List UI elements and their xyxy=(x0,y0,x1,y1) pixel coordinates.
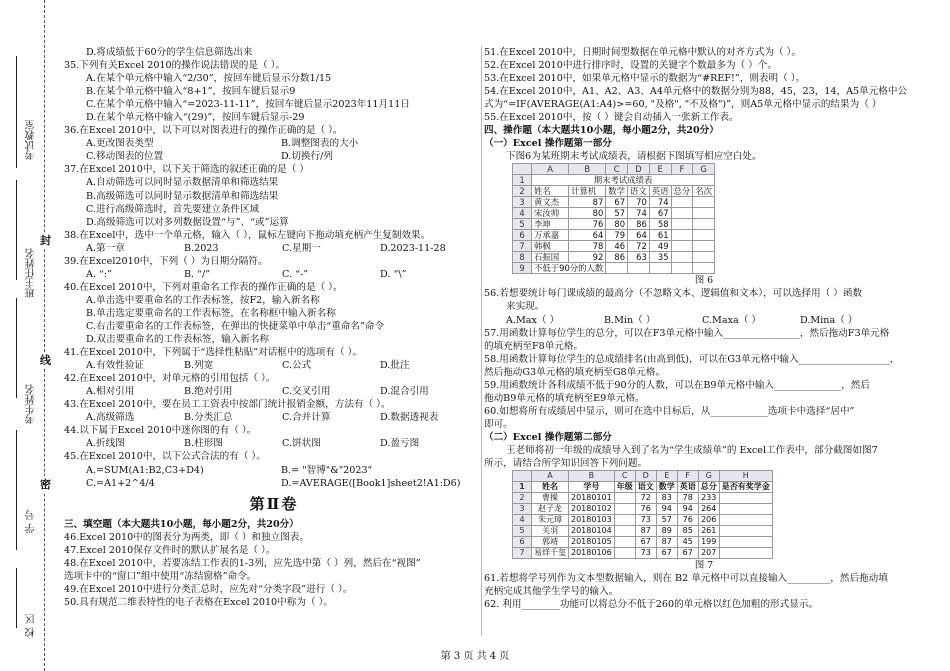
question-text: 38.在Excel中，选中一个单元格，输入（ ），鼠标左键向下拖动填充柄产生复制效果。 xyxy=(64,229,431,241)
part1-title: （一）Excel 操作题第一部分 xyxy=(484,138,612,150)
option-text: A.高级筛选 xyxy=(86,412,135,424)
header-cell: 姓名 xyxy=(532,186,569,197)
column-header: E xyxy=(649,164,671,175)
option-text: A. “:” xyxy=(86,268,113,280)
fill-question-line: 选项卡中的“窗口”组中使用“冻结窗格”命令。 xyxy=(64,570,257,582)
cell: 80 xyxy=(569,208,606,219)
cell: 韩枫 xyxy=(532,241,569,252)
option-text: B.高级筛选可以同时显示数据清单和筛选结果 xyxy=(86,190,279,202)
option-text: A.更改图表类型 xyxy=(86,138,154,150)
seal-char: 密 xyxy=(40,478,51,491)
cell: 74 xyxy=(628,208,650,219)
cell: 94 xyxy=(677,504,698,515)
cell xyxy=(719,493,772,504)
question-text: 35.下列有关Excel 2010的操作说法错误的是（ ）。 xyxy=(64,60,286,72)
table-row xyxy=(513,548,773,559)
header-cell: 语文 xyxy=(628,186,650,197)
table-row xyxy=(513,241,715,252)
fill-line xyxy=(16,430,17,550)
column-header: A xyxy=(532,471,569,482)
cell: 20180105 xyxy=(569,537,615,548)
option-row xyxy=(64,359,484,372)
question-56-options xyxy=(484,314,924,327)
row-header: 1 xyxy=(513,175,532,186)
cell: 87 xyxy=(569,197,606,208)
student-name-label: 考生姓名 xyxy=(26,384,37,424)
question-line: 59.用函数统计各科成绩不低于90分的人数，可以在B9单元格中输入______________，然后 xyxy=(484,379,870,391)
row-header: 9 xyxy=(513,263,532,274)
part2-title: （二）Excel 操作题第二部分 xyxy=(484,431,612,443)
header-cell: 姓名 xyxy=(532,482,569,493)
cell: 曹操 xyxy=(532,493,569,504)
option-text: D.混合引用 xyxy=(380,386,429,398)
option-text: A.有效性验证 xyxy=(86,360,144,372)
column-header: E xyxy=(656,471,677,482)
row-header: 5 xyxy=(513,526,532,537)
cell: 87 xyxy=(635,526,656,537)
table-row xyxy=(513,230,715,241)
cell: 78 xyxy=(569,241,606,252)
student-no-label: 学 号 xyxy=(26,510,37,534)
option-text: D.Mina（ ） xyxy=(800,314,858,326)
header-cell: 年级 xyxy=(614,482,635,493)
column-header: H xyxy=(719,471,772,482)
option-row xyxy=(64,385,484,398)
corner-cell xyxy=(513,164,532,175)
fill-questions-continued xyxy=(484,46,924,124)
cell: 264 xyxy=(698,504,719,515)
question-line: 拖动B9单元格的填充柄至E9单元格。 xyxy=(484,392,645,404)
cell xyxy=(606,263,628,274)
page-footer: 第 3 页 共 4 页 xyxy=(440,651,510,662)
fill-question-line: 48.在Excel 2010中，若要冻结工作表的1-3列，应先选中第（ ）列，然后在“视图” xyxy=(64,557,421,569)
question-text: 45.在Excel 2010中，以下公式合法的有（ ）。 xyxy=(64,451,266,463)
column-header: A xyxy=(532,164,569,175)
option-text: C.公式 xyxy=(282,360,312,372)
cell xyxy=(719,526,772,537)
corner-cell xyxy=(513,471,532,482)
option-text: B.在某个单元格中输入“8+1”，按回车键后显示9 xyxy=(86,86,296,98)
table-row xyxy=(513,537,773,548)
cell: 宋汝帅 xyxy=(532,208,569,219)
option-text: D.盈亏图 xyxy=(380,438,420,450)
option-text: D.双击要重命名的工作表标签，输入新名称 xyxy=(86,334,270,346)
option-text: B.绝对引用 xyxy=(184,386,233,398)
column-header: G xyxy=(698,471,719,482)
option-text: D.数据透视表 xyxy=(380,412,439,424)
option-row xyxy=(64,464,484,477)
column-header: C xyxy=(606,164,628,175)
question-text: 36.在Excel 2010中，以下可以对图表进行的操作正确的是（ ）。 xyxy=(64,125,343,137)
cell: 64 xyxy=(628,230,650,241)
row-header: 7 xyxy=(513,548,532,559)
cell: 67 xyxy=(677,548,698,559)
row-header: 4 xyxy=(513,515,532,526)
header-cell: 英语 xyxy=(649,186,671,197)
cell: 80 xyxy=(606,219,628,230)
option-row xyxy=(64,268,484,281)
fill-line xyxy=(16,568,17,628)
question-line: 57.用函数计算每位学生的总分，可以在F3单元格中输入________________，然后拖动F3单元格 xyxy=(484,327,890,339)
cell xyxy=(628,263,650,274)
table-row xyxy=(513,526,773,537)
option-text: A.=SUM(A1:B2,C3+D4) xyxy=(86,464,204,476)
row-header: 8 xyxy=(513,252,532,263)
header-cell: 数学 xyxy=(606,186,628,197)
fill-question-line: 46.Excel 2010中的图表分为两类，即（ ）和独立图表。 xyxy=(64,531,309,543)
cell xyxy=(614,493,635,504)
header-cell: 学号 xyxy=(569,482,615,493)
option-text: B.列宽 xyxy=(184,360,214,372)
cell: 206 xyxy=(698,515,719,526)
cell: 49 xyxy=(649,241,671,252)
cell: 87 xyxy=(656,537,677,548)
cell: 67 xyxy=(635,537,656,548)
cell: 207 xyxy=(698,548,719,559)
cell xyxy=(671,197,693,208)
column-header: F xyxy=(671,164,693,175)
cell: 79 xyxy=(606,230,628,241)
option-text: B.调整图表的大小 xyxy=(281,138,359,150)
operation-section-title: 四、操作题（本大题共10小题，每小题2分，共20分） xyxy=(484,125,719,137)
option-text: D.2023-11-28 xyxy=(380,242,446,254)
header-cell: 总分 xyxy=(671,186,693,197)
row-header: 7 xyxy=(513,241,532,252)
question-text: 37.在Excel 2010中，以下关于筛选的叙述正确的是（ ） xyxy=(64,164,309,176)
cell: 199 xyxy=(698,537,719,548)
row-header: 6 xyxy=(513,230,532,241)
cell: 45 xyxy=(677,537,698,548)
cell xyxy=(719,537,772,548)
header-cell: 数学 xyxy=(656,482,677,493)
cell xyxy=(671,252,693,263)
option-row xyxy=(64,242,484,255)
question-line: 58.用函数计算每位学生的总成绩排名(由高到低)，可以在G3单元格中输入___________________， xyxy=(484,353,900,365)
cell: 67 xyxy=(606,197,628,208)
option-text: C.合并计算 xyxy=(282,412,331,424)
question-text: 39.在Excel2010中，下列（ ）为日期分隔符。 xyxy=(64,255,268,267)
row-header: 3 xyxy=(513,197,532,208)
cell: 黄文杰 xyxy=(532,197,569,208)
question-62: 62. 利用________功能可以将总分不低于260的单元格以红色加粗的形式显示。 xyxy=(484,599,819,611)
cell xyxy=(693,230,715,241)
option-text: B.Min（ ） xyxy=(604,314,656,326)
cell xyxy=(693,263,715,274)
cell: 郭靖 xyxy=(532,537,569,548)
cell xyxy=(671,208,693,219)
question-line: 60.如想将所有成绩居中显示，则可在选中目标后，从____________选项卡中选择“居中” xyxy=(484,405,855,417)
cell xyxy=(649,263,671,274)
option-text: A.第一章 xyxy=(86,242,125,254)
table-row xyxy=(513,252,715,263)
fill-question-line: 52.在Excel 2010中进行排序时，设置的关键字个数最多为（ ）个。 xyxy=(484,60,777,72)
cell: 72 xyxy=(635,493,656,504)
option-text: A.折线图 xyxy=(86,438,125,450)
cell: 64 xyxy=(569,230,606,241)
fill-question-line: 54.在Excel 2010中，A1、A2、A3、A4单元格中的数据分别为88，45，23，14，A5单元格中公 xyxy=(484,86,908,98)
cell: 20180102 xyxy=(569,504,615,515)
right-column xyxy=(484,46,924,611)
cell xyxy=(614,526,635,537)
option-text: C.饼状图 xyxy=(282,438,321,450)
question-line: 61.若想将学号列作为文本型数据输入，则在 B2 单元格中可以直接输入_________，然后拖动填 xyxy=(484,573,888,585)
option-row xyxy=(64,411,484,424)
option-text: C.右击要重命名的工作表标签，在弹出的快捷菜单中单击“重命名”命令 xyxy=(86,320,385,332)
row-header: 5 xyxy=(513,219,532,230)
cell: 63 xyxy=(628,252,650,263)
cell: 73 xyxy=(635,548,656,559)
fill-question-line: 55.在Excel 2010中，按（ ）键会自动插入一张新工作表。 xyxy=(484,112,739,124)
row-header: 3 xyxy=(513,504,532,515)
fill-question-line: 49.在Excel 2010中进行分类汇总时，应先对“分类字段”进行（ ）。 xyxy=(64,583,353,595)
sheet-title: 期末考试成绩表 xyxy=(532,175,715,186)
cell: 86 xyxy=(606,252,628,263)
option-text: A.相对引用 xyxy=(86,386,135,398)
option-text: B.分类汇总 xyxy=(184,412,233,424)
row-header: 4 xyxy=(513,208,532,219)
option-text: B. “/” xyxy=(184,268,211,280)
class-teacher-label: 班主任姓名 xyxy=(26,248,37,298)
option-text: C.在某个单元格中输入“=2023-11-11”，按回车键后显示2023年11月11日 xyxy=(86,99,410,111)
fill-question-line: 式为“=IF(AVERAGE(A1:A4)>=60, "及格", "不及格")”，则A5单元格中显示的结果为（ ） xyxy=(484,99,882,111)
cell: 85 xyxy=(677,526,698,537)
option-text: C. “-” xyxy=(282,268,309,280)
intro-line: 王老师将初一年级的成绩导入到了名为“学生成绩单”的 Excel工作表中，部分截图如图7 xyxy=(506,444,878,456)
cell: 易烊千玺 xyxy=(532,548,569,559)
figure-7-caption: 图 7 xyxy=(694,560,714,572)
fill-question-line: 50.具有规范二维表特性的电子表格在Excel 2010中称为（ ）。 xyxy=(64,596,333,608)
question-57 xyxy=(484,327,924,353)
fill-line xyxy=(16,180,17,280)
question-text: 44.以下属于Excel 2010中迷你图的有（ ）。 xyxy=(64,425,257,437)
option-text: D. “\” xyxy=(380,268,407,280)
cell xyxy=(671,241,693,252)
cell: 20180106 xyxy=(569,548,615,559)
question-58 xyxy=(484,353,924,379)
option-text: A.自动筛选可以同时显示数据清单和筛选结果 xyxy=(86,177,279,189)
header-cell: 总分 xyxy=(698,482,719,493)
option-text: C.=A1+2^4/4 xyxy=(86,477,155,489)
score-sheet-figure-6 xyxy=(512,163,715,274)
option-text: D.=AVERAGE([Book1]sheet2!A1:D6) xyxy=(281,477,461,489)
cell: 83 xyxy=(656,493,677,504)
option-row xyxy=(64,137,484,150)
cell: 关羽 xyxy=(532,526,569,537)
option-row xyxy=(64,437,484,450)
question-text: 43.在Excel 2010中，要在员工工资表中按部门统计报销金额，方法有（ ）。 xyxy=(64,399,391,411)
intro-line: 所示，请结合所学知识回答下列问题。 xyxy=(484,458,648,470)
cell: 20180103 xyxy=(569,515,615,526)
cell: 261 xyxy=(698,526,719,537)
column-header: B xyxy=(569,471,615,482)
option-text: C.星期一 xyxy=(282,242,321,254)
left-column xyxy=(64,46,484,609)
cell: 20180104 xyxy=(569,526,615,537)
option-text: B.2023 xyxy=(184,242,219,254)
cell: 李坤 xyxy=(532,219,569,230)
cell xyxy=(671,219,693,230)
campus-label: 校 区 xyxy=(26,614,37,638)
question-line: 然后拖动G3单元格的填充柄至G8单元格。 xyxy=(484,366,666,378)
cell xyxy=(671,263,693,274)
column-header: D xyxy=(635,471,656,482)
option-text: D.切换行/列 xyxy=(281,151,334,163)
cell xyxy=(719,548,772,559)
part2-intro xyxy=(484,444,924,470)
option-text: D.高级筛选可以对多列数据设置“与”、“或”运算 xyxy=(86,216,289,228)
option-text: D.在某个单元格中输入“(29)”，按回车键后显示-29 xyxy=(86,112,305,124)
fill-section-title: 三、填空题（本大题共10小题，每小题2分，共20分） xyxy=(64,518,299,530)
cell: 赵子龙 xyxy=(532,504,569,515)
cell xyxy=(693,197,715,208)
column-header: G xyxy=(693,164,715,175)
cell: 73 xyxy=(635,515,656,526)
table-row xyxy=(513,493,773,504)
header-cell: 是否有奖学金 xyxy=(719,482,772,493)
table-row xyxy=(513,197,715,208)
row-header: 1 xyxy=(513,482,532,493)
column-header: F xyxy=(677,471,698,482)
fill-questions xyxy=(64,531,484,609)
figure-6-caption: 图 6 xyxy=(694,275,714,287)
cell: 94 xyxy=(656,504,677,515)
binding-margin xyxy=(0,0,62,671)
cell: 61 xyxy=(649,230,671,241)
cell: 89 xyxy=(656,526,677,537)
cell: 67 xyxy=(656,548,677,559)
cell: 70 xyxy=(628,197,650,208)
cell: 74 xyxy=(649,197,671,208)
question-text: 42.在Excel 2010中，对单元格的引用包括（ ）。 xyxy=(64,373,276,385)
fill-question-line: 53.在Excel 2010中，如果单元格中显示的数据为“#REF!”，则表明（ ）。 xyxy=(484,73,806,85)
cell: 76 xyxy=(677,515,698,526)
option-text: C.进行高级筛选时，首先要建立条件区域 xyxy=(86,203,260,215)
header-cell: 名次 xyxy=(693,186,715,197)
cell: 35 xyxy=(649,252,671,263)
fill-line xyxy=(16,298,17,398)
row-header: 2 xyxy=(513,493,532,504)
question-text: 41.在Excel 2010中，下列属于“选择性粘贴”对话框中的选项有（ ）。 xyxy=(64,347,362,359)
option-text: D.批注 xyxy=(380,360,410,372)
cell: 72 xyxy=(628,241,650,252)
exam-hall-label: 考试教室 xyxy=(26,120,37,160)
choice-questions xyxy=(64,46,484,490)
table-row xyxy=(513,515,773,526)
cell: 86 xyxy=(628,219,650,230)
question-60 xyxy=(484,405,924,431)
seal-char: 线 xyxy=(40,354,51,367)
fill-question-line: 47.Excel 2010保存文件时的默认扩展名是（ ）。 xyxy=(64,544,276,556)
cell: 57 xyxy=(656,515,677,526)
cell xyxy=(614,504,635,515)
option-text: A.在某个单元格中输入“2/30”，按回车键后显示分数1/15 xyxy=(86,73,332,85)
fill-line xyxy=(16,56,17,168)
option-text: A.单击选中要重命名的工作表标签，按F2，输入新名称 xyxy=(86,294,320,306)
row-header: 6 xyxy=(513,537,532,548)
cell xyxy=(693,241,715,252)
cell: 92 xyxy=(569,252,606,263)
question-line: 即可。 xyxy=(484,418,513,430)
cell: 朱元璋 xyxy=(532,515,569,526)
question-text: 40.在Excel 2010中，下列对重命名工作表的操作正确的是（ ）。 xyxy=(64,281,343,293)
volume-title: 第Ⅱ卷 xyxy=(249,494,299,513)
header-cell: 计算机 xyxy=(569,186,606,197)
count-row-label: 不低于90分的人数 xyxy=(532,263,606,274)
option-text: A.Max（ ） xyxy=(506,314,560,326)
question-56-cont: 来实现。 xyxy=(506,301,545,313)
cell: 石振国 xyxy=(532,252,569,263)
option-text: C.交叉引用 xyxy=(282,386,331,398)
cell xyxy=(614,537,635,548)
option-row xyxy=(64,477,484,490)
table-row xyxy=(513,504,773,515)
cell xyxy=(693,219,715,230)
option-text: B.= "智博"&"2023" xyxy=(281,464,372,476)
cell: 233 xyxy=(698,493,719,504)
option-text: C.Maxa（ ） xyxy=(702,314,761,326)
option-text: C.移动图表的位置 xyxy=(86,151,164,163)
cell: 57 xyxy=(606,208,628,219)
fill-question-line: 51.在Excel 2010中，日期时间型数据在单元格中默认的对齐方式为（ ）。 xyxy=(484,47,801,58)
question-61 xyxy=(484,572,924,598)
option-text: B.柱形图 xyxy=(184,438,223,450)
table-row xyxy=(513,219,715,230)
option-text: B.单击选定要重命名的工作表标签，在名称框中输入新名称 xyxy=(86,307,336,319)
option-row xyxy=(64,150,484,163)
column-header: D xyxy=(628,164,650,175)
cell: 20180101 xyxy=(569,493,615,504)
cell xyxy=(614,548,635,559)
cell xyxy=(693,252,715,263)
option-text: D.将成绩低于60分的学生信息筛选出来 xyxy=(86,47,253,58)
fold-line xyxy=(44,0,45,671)
header-cell: 英语 xyxy=(677,482,698,493)
cell: 78 xyxy=(677,493,698,504)
table-row xyxy=(513,208,715,219)
column-header: B xyxy=(569,164,606,175)
cell: 万承嘉 xyxy=(532,230,569,241)
cell: 76 xyxy=(635,504,656,515)
student-grade-sheet-figure-7 xyxy=(512,470,773,559)
cell xyxy=(693,208,715,219)
header-cell: 语文 xyxy=(635,482,656,493)
column-header: C xyxy=(614,471,635,482)
seal-char: 封 xyxy=(40,234,51,247)
cell xyxy=(719,504,772,515)
question-line: 充柄完成其他学生学号的输入。 xyxy=(484,586,619,598)
cell xyxy=(614,515,635,526)
question-56: 56.若想要统计每门课成绩的最高分（不忽略文本、逻辑值和文本），可以选择用（ ）函数 xyxy=(484,288,863,300)
cell xyxy=(719,515,772,526)
cell: 58 xyxy=(649,219,671,230)
cell: 76 xyxy=(569,219,606,230)
cell xyxy=(671,230,693,241)
part1-intro: 下图6为某班期末考试成绩表，请根据下图填写相应空白处。 xyxy=(506,151,762,163)
cell: 46 xyxy=(606,241,628,252)
question-59 xyxy=(484,379,924,405)
question-line: 的填充柄至F8单元格。 xyxy=(484,340,584,352)
cell: 67 xyxy=(649,208,671,219)
row-header: 2 xyxy=(513,186,532,197)
